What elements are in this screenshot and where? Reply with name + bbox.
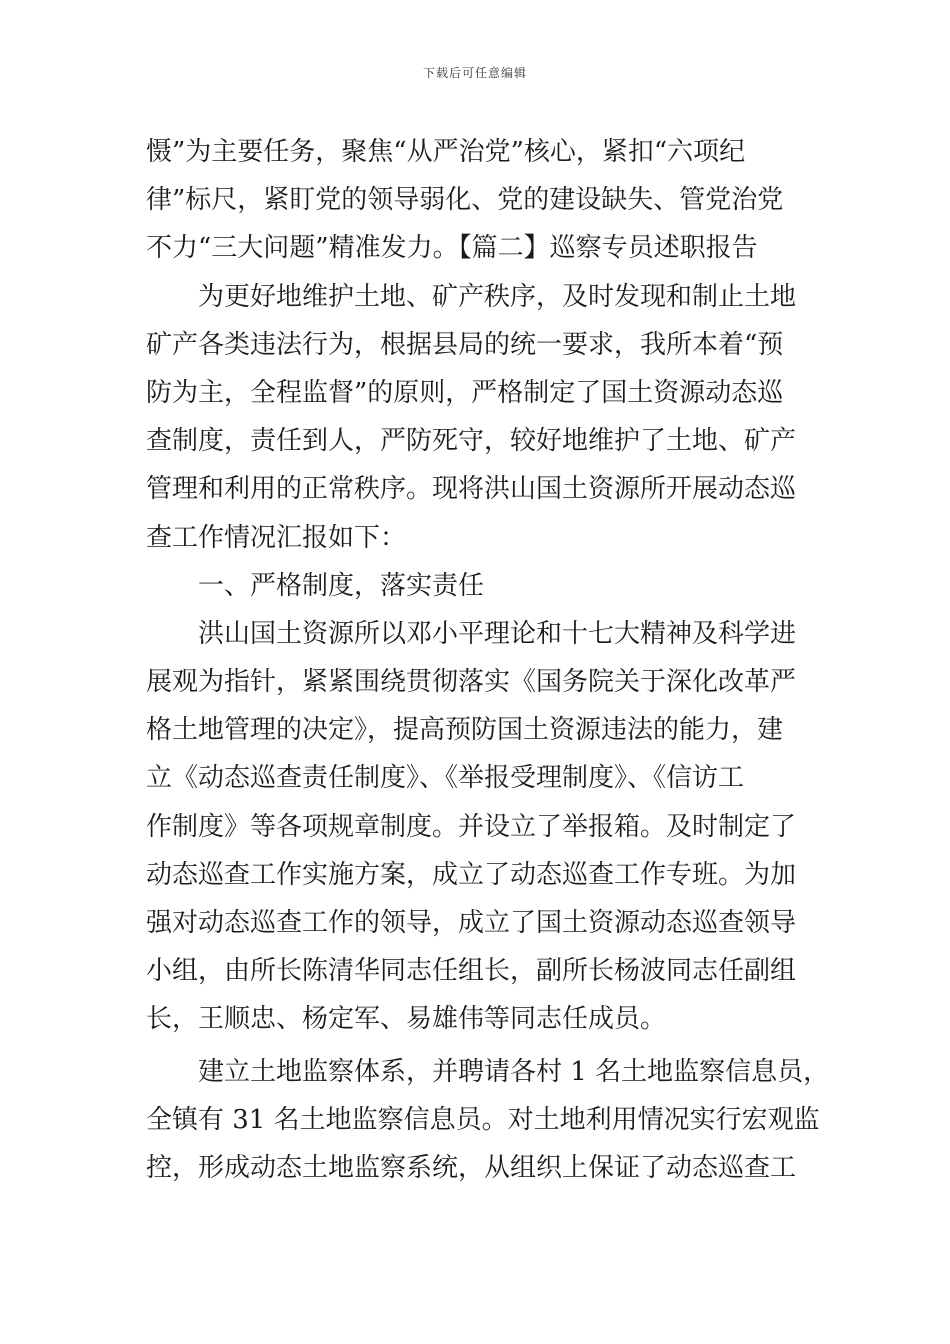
text-line: 查制度，责任到人，严防死守，较好地维护了土地、矿产 — [146, 426, 797, 457]
text-line: 立《动态巡查责任制度》、《举报受理制度》、《信访工 — [146, 763, 745, 794]
header-note: 下载后可任意编辑 — [422, 66, 527, 80]
text-line: 控，形成动态土地监察系统，从组织上保证了动态巡查工 — [146, 1152, 797, 1183]
text-line: 防为主，全程监督”的原则，严格制定了国土资源动态巡 — [146, 377, 784, 408]
text-line: 作制度》等各项规章制度。并设立了举报箱。及时制定了 — [146, 811, 797, 842]
section-heading: 一、严格制度，落实责任 — [198, 570, 485, 601]
text-line: 管理和利用的正常秩序。现将洪山国土资源所开展动态巡 — [146, 474, 797, 505]
body-text — [146, 128, 830, 1192]
text-line: 格土地管理的决定》，提高预防国土资源违法的能力，建 — [146, 715, 784, 746]
paragraph-first-line: 为更好地维护土地、矿产秩序，及时发现和制止土地 — [198, 281, 797, 312]
paragraph-first-line: 洪山国土资源所以邓小平理论和十七大精神及科学进 — [198, 618, 797, 649]
text-line: 慑”为主要任务，聚焦“从严治党”核心，紧扣“六项纪 — [146, 137, 746, 167]
text-line: 律”标尺，紧盯党的领导弱化、党的建设缺失、管党治党 — [146, 185, 784, 216]
text-line: 强对动态巡查工作的领导，成立了国土资源动态巡查领导 — [146, 908, 797, 938]
paragraph-first-line: 建立土地监察体系，并聘请各村 1 名土地监察信息员， — [198, 1056, 830, 1087]
text-line: 全镇有 31 名土地监察信息员。对土地利用情况实行宏观监 — [146, 1104, 820, 1135]
text-line: 查工作情况汇报如下： — [146, 522, 407, 553]
text-line: 展观为指针，紧紧围绕贯彻落实《国务院关于深化改革严 — [146, 667, 797, 698]
text-line: 矿产各类违法行为，根据县局的统一要求，我所本着“预 — [146, 329, 784, 360]
text-line: 不力“三大问题”精准发力。【篇二】巡察专员述职报告 — [146, 233, 758, 264]
text-line: 动态巡查工作实施方案，成立了动态巡查工作专班。为加 — [146, 859, 797, 890]
text-line: 小组，由所长陈清华同志任组长，副所长杨波同志任副组 — [146, 956, 797, 987]
text-line: 长，王顺忠、杨定军、易雄伟等同志任成员。 — [146, 1004, 667, 1035]
